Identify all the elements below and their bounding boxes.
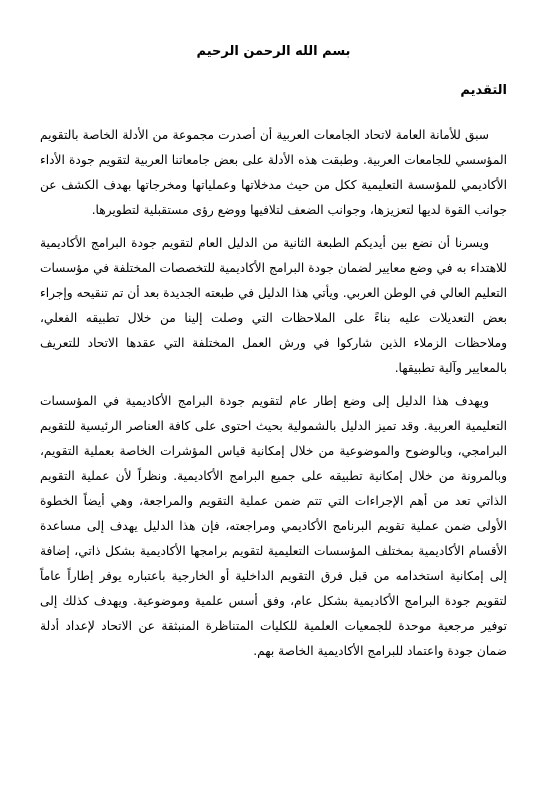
bismillah-line: بسم الله الرحمن الرحيم — [196, 44, 351, 59]
paragraph-1: سبق للأمانة العامة لاتحاد الجامعات العربية أن أصدرت مجموعة من الأدلة الخاصة بالتقويم المؤسسي للجامعات العربية. وطبقت هذه الأدلة على بعض جامعاتنا العربية لتقويم جودة الأداء الأكاديمي للمؤسسة التعليمية ككل من حيث مدخلاتها وعملياتها ومخرجاتها بهدف الكشف عن جوانب القوة لديها لتعزيزها، وجوانب الضعف لتلافيها ووضع رؤى مستقبلية لتطويرها. — [40, 128, 507, 217]
section-heading: التقديم — [460, 83, 507, 98]
paragraph-2: ويسرنا أن نضع بين أيديكم الطبعة الثانية من الدليل العام لتقويم جودة البرامج الأكاديمية للاهتداء به في وضع معايير لضمان جودة البرامج الأكاديمية للتخصصات المختلفة في مؤسسات التعليم العالي في الوطن العربي. ويأتي هذا الدليل في طبعته الجديدة بعد أن تم تنقيحه وإجراء بعض التعديلات عليه بناءً على الملاحظات التي وصلت إلينا من خلال تطبيقه الفعلي، وملاحظات الزملاء الذين شاركوا في ورش العمل المختلفة التي عقدها الاتحاد للتعريف بالمعايير وآلية تطبيقها. — [40, 236, 507, 375]
paragraph-3: ويهدف هذا الدليل إلى وضع إطار عام لتقويم جودة البرامج الأكاديمية في المؤسسات التعليمية العربية. وقد تميز الدليل بالشمولية بحيث احتوى على كافة العناصر الرئيسية للتقويم البرامجي، وبالوضوح والموضوعية من خلال إمكانية قياس المؤشرات الخاصة بعملية التقويم، وبالمرونة من خلال إمكانية تطبيقه على جميع البرامج الأكاديمية. ونظراً لأن عملية التقويم الذاتي تعد من أهم الإجراءات التي تتم ضمن عملية التقويم والمراجعة، وهي أيضاً الخطوة الأولى ضمن عملية تقويم البرنامج الأكاديمي ومراجعته، فإن هذا الدليل يهدف إلى مساعدة الأقسام الأكاديمية بمختلف المؤسسات التعليمية لتقويم برامجها الأكاديمية بشكل ذاتي، إضافة إلى إمكانية استخدامه من قبل فرق التقويم الداخلية أو الخارجية باعتباره يوفر إطاراً عاماً لتقويم جودة البرامج الأكاديمية بشكل عام، وفق أسس علمية وموضوعية. ويهدف كذلك إلى توفير مرجعية موحدة للجمعيات العلمية للكليات المتناظرة المنبثقة عن الاتحاد لإعداد أدلة ضمان جودة واعتماد للبرامج الأكاديمية الخاصة بهم. — [40, 394, 507, 658]
